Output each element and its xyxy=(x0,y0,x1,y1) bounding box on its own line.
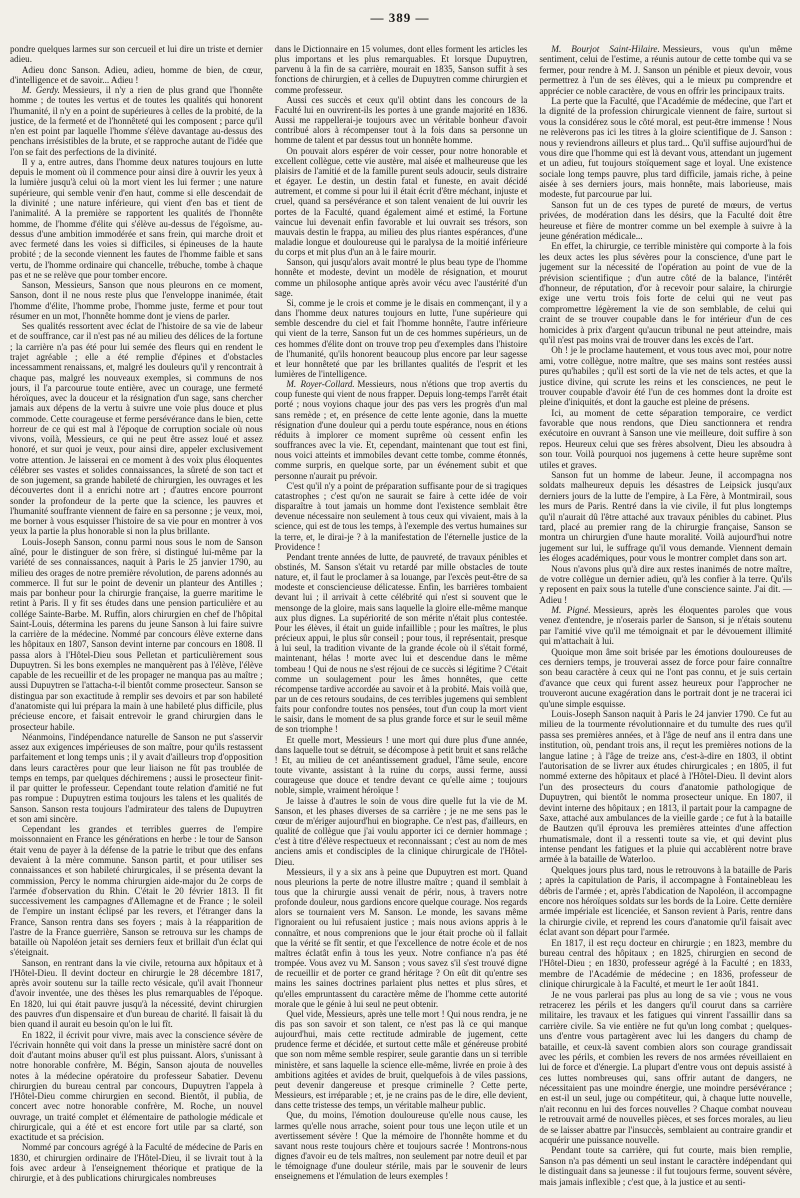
text-columns xyxy=(10,44,792,1190)
paragraph xyxy=(10,321,263,537)
paragraph xyxy=(10,157,263,280)
paragraph-text: Je laisse à d'autres le soin de vous dire quelle fut la vie de M. Sanson, et les phases diverses de sa carrière ; je ne me sens pas le cœur de m'ériger aujourd'hui en biographe. Ce n'est pas, d'ailleurs, en qualité de collègue que j'ai voulu apporter ici ce dernier hommage ; c'est à titre d'élève respectueux et reconnaissant ; c'est au nom de mes anciens amis et condisciples de la clinique chirurgicale de l'Hôtel-Dieu. xyxy=(274,795,528,867)
speaker-name: M. Bourjot Saint-Hilaire. xyxy=(551,44,660,54)
paragraph-text: Quoique mon âme soit brisée par les émotions douloureuses de ces derniers temps, je trouverai assez de force pour faire connaître son beau caractère à ceux qui ne l'ont pas connu, et je suis certain d'avance que ceux qui furent assez heureux pour l'approcher ne trouveront aucune exagération dans le portrait dont je ne tracerai ici qu'une simple esquisse. xyxy=(539,646,793,709)
paragraph-text: En effet, la chirurgie, ce terrible ministère qui comporte à la fois les deux actes les plus sévères pour la conscience, d'une part le jugement sur la nécessité de l'opération au point de vue de la prévision scientifique ; d'un autre côté de la balance, l'intérêt d'honneur, de réputation, d'or à recevoir pour salaire, la chirurgie exige une vertu trois fois forte de celui qui ne veut pas compromettre légèrement la vie de son semblable, de celui qui craint de se trouver coupable dans le for intérieur d'un de ces homicides à prix d'argent qu'aucun tribunal ne peut atteindre, mais qu'il n'est pas moins vrai de trouver dans les excès de l'art. xyxy=(539,241,793,345)
paragraph-text: Oh ! je le proclame hautement, et vous tous avec moi, pour notre ami, votre collègue, notre maître, que ses mains sont restées aussi pures qu'habiles ; qu'il est sorti de la vie net de tels actes, et que la justice divine, qui scrute les reins et les consciences, ne peut le trouver coupable d'avoir été l'un de ces hommes dont la droite est pleine d'iniquités, et dont la gauche est pleine de présens. xyxy=(539,345,793,408)
paragraph-text: Messieurs, après les éloquentes paroles que vous venez d'entendre, je n'oserais parler de Sanson, si je n'étais soutenu par l'amitié vive qu'il me témoignait et par le dévouement illimité qui m'attachait à lui. xyxy=(539,605,793,647)
paragraph xyxy=(10,85,263,157)
paragraph xyxy=(10,44,263,65)
paragraph xyxy=(10,732,263,824)
paragraph xyxy=(275,44,528,95)
paragraph-text: Aussi ces succès et ceux qu'il obtint dans les concours de la Faculté lui en ouvrirent-ils les portes à une grande majorité en 1836. Aussi me rappellerai-je toujours avec un véritable bonheur d'avoir contribué alors à récompenser tout à la fois dans sa personne un homme de talent et par dessus tout un honnête homme. xyxy=(274,94,528,146)
paragraph xyxy=(539,990,792,1146)
paragraph-text: Que, du moins, l'émotion douloureuse qu'elle nous cause, les larmes qu'elle nous arrache, soient pour tous une leçon utile et un avertissement sévère ! Que la mémoire de l'honnête homme et du savant nous reste toujours chère et toujours sacrée ! Montrons-nous dignes d'avoir eu de tels maîtres, non seulement par notre deuil et par le témoignage d'une douleur stérile, mais par le souvenir de leurs enseignemens et l'émulation de leurs exemples ! xyxy=(274,1110,528,1182)
paragraph-text: Messieurs, il n'y a rien de plus grand que l'honnête homme ; de toutes les vertus et de toutes les qualités qui honorent l'humanité, il n'y en a point de supérieures à celles de la probité, de la justice, de la fermeté et de l'honnêteté qui les composent ; parce qu'il n'en est point par laquelle l'homme s'élève davantage au-dessus des penchans irrésistibles de la brute, et se rapproche autant de l'idée que l'on se fait des perfections de la divinité. xyxy=(10,85,263,157)
paragraph-text: Ses qualités ressortent avec éclat de l'histoire de sa vie de labeur et de souffrance, car il n'est pas né au milieu des délices de la fortune ; la carrière n'a pas été pour lui semée des fleurs qui en rendent le trajet agréable ; elle a été remplie d'épines et d'obstacles incessamment renaissans, et, malgré les douleurs qu'il y rencontrait à chaque pas, malgré les nouveaux exemples, si communs de nos jours, il l'a parcourue toute entière, avec un courage, une fermeté héroïques, avec la douceur et la résignation d'un sage, sans chercher jamais aux dépens de la vertu à suivre une voie plus douce et plus commode. Cette courageuse et ferme persévérance dans le bien, cette horreur de ce qui est mal à l'époque de corruption sociale où nous vivons, voilà, Messieurs, ce qui ne peut être assez loué et assez honoré, et sur quoi je veux, pour ainsi dire, appeler exclusivement votre attention. Je laisserai en ce moment à des voix plus éloquentes célébrer ses vastes et solides connaissances, la sûreté de son tact et de son jugement, sa grande habileté de chirurgien, les ouvrages et les découvertes dont il a enrichi notre art ; d'autres encore pourront sonder la profondeur de la perte que la science, les pauvres et l'humanité souffrante viennent de faire en sa personne ; je veux, moi, me borner à vous esquisser l'histoire de sa vie pour en montrer à vos yeux la partie la plus honorable si non la plus brillante. xyxy=(10,321,263,537)
paragraph-text: Nommé par concours agrégé à la Faculté de médecine de Paris en 1830, et chirurgien ordinaire de l'Hôtel-Dieu, il se livrait tout à la fois avec ardeur à l'enseignement théorique et pratique de la chirurgie, et à des publications chirurgicales nombreuses xyxy=(10,1142,263,1184)
paragraph-text: Sanson, Messieurs, Sanson que nous pleurons en ce moment, Sanson, dont il ne nous reste plus que l'enveloppe inanimée, était l'homme d'élite, l'homme probe, l'homme juste, ferme et pour tout résumer en un mot, l'honnête homme dont je viens de parler. xyxy=(10,280,263,321)
speaker-name: M. Pigné. xyxy=(551,605,591,616)
page-number: — 389 — xyxy=(370,10,430,25)
paragraph-text: Messieurs, vous qu'un même sentiment, celui de l'estime, a réunis autour de cette tombe qui va se fermer, pour rendre à M. J. Sanson un pénible et pieux devoir, vous permettrez à l'un de ses élèves, qui a le mieux pu comprendre et apprécier ce noble caractère, de vous en offrir les principaux traits. xyxy=(539,44,793,96)
paragraph xyxy=(539,605,792,647)
paragraph xyxy=(275,257,528,298)
paragraph-text: C'est qu'il n'y a point de préparation suffisante pour de si tragiques catastrophes ; c'est qu'on ne saurait se faire à cette idée de voir disparaître à tout jamais un homme dont l'existence semblait être devenue nécessaire non seulement à tous ceux qui vivaient, mais à la science, qui est de tous les temps, à l'exemple des vertus humaines sur la terre, et, le dirai-je ? à la manifestation de l'éternelle justice de la Providence ! xyxy=(274,480,528,552)
paragraph-text: Si, comme je le crois et comme je le disais en commençant, il y a dans l'homme deux natures toujours en lutte, l'une supérieure qui semble descendre du ciel et fait l'homme honnête, l'autre inférieure qui vient de la terre, Sanson fut un de ces hommes supérieurs, un de ces hommes d'élite dont on trouve trop peu d'exemples dans l'histoire de l'humanité, qu'ils honorent beaucoup plus encore par leur sagesse et leur honnêteté que par les brillantes qualités de l'esprit et les lumières de l'intelligence. xyxy=(274,297,528,379)
paragraph xyxy=(275,1110,528,1181)
paragraph xyxy=(275,867,528,1009)
paragraph xyxy=(539,564,792,606)
paragraph xyxy=(539,200,792,242)
paragraph-text: La perte que la Faculté, que l'Académie de médecine, que l'art et la dignité de la profession chirurgicale viennent de faire, surtout si vous la considérez sous le côté moral, est peut-être immense ! Nous ne relèverons pas ici les titres à la gloire scientifique de J. Sanson : nous y reviendrons ailleurs et plus tard... Qu'il suffise aujourd'hui de vous dire que l'homme qui est là devant vous, attendant un jugement et un adieu, fut toujours stoïquement sage et loyal. Une existence sociale long temps pauvre, plus tard difficile, jamais riche, à peine aisée à ses derniers jours, mais honnête, mais laborieuse, mais modeste, fut parcourue par lui. xyxy=(539,95,793,200)
paragraph xyxy=(539,44,792,96)
paragraph-text: Sanson, en rentrant dans la vie civile, retourna aux hôpitaux et à l'Hôtel-Dieu. Il devint docteur en chirurgie le 28 décembre 1817, après avoir soutenu sur la taille recto vésicale, qu'il avait l'honneur d'avoir inventée, une des thèses les plus remarquables de l'époque. En 1820, lui qui était pauvre jusqu'à la nécessité, devint chirurgien des pauvres d'un dispensaire et d'un bureau de charité. Il faisait là du bien quand il aurait eu besoin qu'on le lui fît. xyxy=(10,957,263,1030)
paragraph-text: Je ne vous parlerai pas plus au long de sa vie ; vous ne vous retracerez les périls et les dangers qu'il courut dans sa carrière militaire, les travaux et les fatigues qui vinrent l'assaillir dans sa carrière civile. Sa vie entière ne fut qu'un long combat ; quelques-uns d'entre vous partagèrent avec lui les dangers du champ de bataille, et ceux-là savent combien alors son courage grandissait avec les périls, et combien les revers de nos armées réveillaient en lui de force et d'énergie. La plupart d'entre vous ont depuis assisté à ces luttes nombreuses qui, sans offrir autant de dangers, ne nécessitaient pas une moindre énergie, une moindre persévérance ; en est-il un seul, juge ou compétiteur, qui, à chaque lutte nouvelle, n'ait reconnu en lui des forces nouvelles ? Chaque combat nouveau le retrouvait armé de nouvelles pièces, et ses forces morales, au lieu de se laisser abattre par l'insuccès, semblaient au contraire grandir et acquérir une puissance nouvelle. xyxy=(539,989,793,1146)
paragraph-text: Sanson fut un homme de labeur. Jeune, il accompagna nos soldats malheureux depuis les désastres de Leipsick jusqu'aux derniers jours de la lutte de l'empire, à La Fère, à Montmirail, sous les murs de Paris. Rentré dans la vie civile, il fut plus longtemps qu'il n'aurait dû l'être attaché aux travaux pénibles du cabinet. Plus tard, placé au premier rang de la chirurgie française, Sanson se montra un chirurgien d'une haute moralité. Voilà aujourd'hui notre jugement sur lui, le suffrage qu'il vous demande. Viennent demain les éloges académiques, pour vous le montrer complet dans son art. xyxy=(539,470,793,564)
paragraph-text: dans le Dictionnaire en 15 volumes, dont elles forment les articles les plus importans et les plus remarquables. Et lorsque Dupuytren, parvenu à la fin de sa carrière, mourait en 1835, Sanson suffit à ses fonctions de chirurgien, et à celles de Dupuytren comme chirurgien et comme professeur. xyxy=(274,44,528,95)
paragraph-text: Louis-Joseph Sanson, connu parmi nous sous le nom de Sanson aîné, pour le distinguer de son frère, si distingué lui-même par la variété de ses connaissances, naquit à Paris le 25 janvier 1790, au milieu des orages de notre première révolution, de parens adonnés au commerce. Il fut sur le point de devenir un planteur des Antilles ; mais par bonheur pour la chirurgie française, la guerre maritime le retint à Paris. Il y fit ses études dans une pension particulière et au collége Sainte-Barbe. M. Ruffin, alors chirurgien en chef de l'hôpital Saint-Louis, détermina les parens du jeune Sanson à lui faire suivre la carrière de la médecine. Nommé par concours élève externe dans les hôpitaux en 1807, Sanson devint interne par concours en 1808. Il passa alors à l'Hôtel-Dieu sous Pelletan et particulièrement sous Dupuytren. Si les bons exemples ne manquèrent pas à l'élève, l'élève capable de les recueillir et de les propager ne manqua pas au maître ; aussi Dupuytren se l'attacha-t-il bientôt comme prosecteur. Sanson se distingua par son exactitude à remplir ses devoirs et par son habileté d'anatomiste qui lui prépara la main à une habileté plus difficile, plus précieuse encore, et faisait entrevoir le grand chirurgien dans le prosecteur habile. xyxy=(10,536,263,732)
text-column-2 xyxy=(275,44,528,1190)
paragraph-text: Pendant trente années de lutte, de pauvreté, de travaux pénibles et obstinés, M. Sanson s'était vu retardé par mille obstacles de toute nature, et, il faut le proclamer à sa louange, par l'excès peut-être de sa modeste et consciencieuse délicatesse. Enfin, les barrières tombaient devant lui ; il arrivait à cette célébrité qui n'est si souvent que le mensonge de la gloire, mais sans laquelle la gloire elle-même manque aux plus dignes. La supériorité de son mérite n'était plus contestée. Pour les élèves, il était un guide infaillible ; pour les maîtres, le plus précieux appui, le plus sûr conseil ; pour tous, il représentait, presque à lui seul, la tradition vivante de la grande école où il s'était formé, maintenant, hélas ! morte avec lui et descendue dans le même tombeau ! Qui de nous ne s'est réjoui de ce succès si légitime ? C'était comme un soulagement pour les âmes honnêtes, que cette récompense tardive accordée au savoir et à la probité. Mais voilà que, par un de ces retours soudains, de ces terribles jugemens qui semblent faits pour confondre toutes nos pensées, tout d'un coup la mort vient le saisir, dans le moment de sa plus grande force et sur le seuil même de son triomphe ! xyxy=(274,551,528,735)
paragraph-text: Nous n'avons plus qu'à dire aux restes inanimés de notre maître, de votre collègue un dernier adieu, qu'à les confier à la terre. Qu'ils y reposent en paix sous la tutelle d'une conscience sainte. J'ai dit. — Adieu ! xyxy=(539,563,793,605)
paragraph xyxy=(539,241,792,345)
paragraph xyxy=(275,95,528,146)
paragraph xyxy=(275,379,528,481)
paragraph xyxy=(275,552,528,735)
paragraph xyxy=(539,408,792,470)
paragraph xyxy=(539,1145,792,1187)
paragraph-text: Quel vide, Messieurs, après une telle mort ! Qui nous rendra, je ne dis pas son savoir et son talent, ce n'est pas là ce qui manque aujourd'hui, mais cette rectitude admirable de jugement, cette prudence ferme et décidée, et surtout cette mâle et généreuse probité que son nom même semble respirer, seule garantie dans un si terrible ministère, et sans laquelle la science elle-même, livrée en proie à des ambitions agitées et avides de bruit, quelquefois à de viles passions, peut devenir dangereuse et presque criminelle ? Cette perte, Messieurs, est irréparable ; et, je ne crains pas de le dire, elle devient, dans cette tristesse des temps, un véritable malheur public. xyxy=(274,1008,528,1111)
paragraph xyxy=(275,146,528,258)
paragraph xyxy=(10,537,263,732)
paragraph xyxy=(10,280,263,321)
speaker-name: M. Royer-Collard. xyxy=(286,379,355,390)
paragraph-text: Sanson fut un de ces types de pureté de mœurs, de vertus privées, de modération dans les désirs, que la Faculté doit être heureuse et fière de montrer comme un bel exemple à suivre à la jeune génération médicale... xyxy=(539,199,793,242)
paragraph-text: Ici, au moment de cette séparation temporaire, ce verdict favorable que nous rendons, que Dieu sanctionnera et rendra exécutoire en ouvrant à Sanson une vie meilleure, doit suffire à son repos. Heureux celui que ses frères absolvent, Dieu les absoudra à son tour. Voilà pourquoi nos jugemens à cette heure suprême sont utiles et graves. xyxy=(539,407,793,470)
paragraph xyxy=(539,470,792,564)
paragraph xyxy=(10,1142,263,1183)
paragraph-text: Quelques jours plus tard, nous le retrouvons à la bataille de Paris ; après la capitulation de Paris, il accompagne à Fontainebleau les débris de l'armée ; et, après l'abdication de Napoléon, il accompagne encore nos héroïques soldats sur les bords de la Loire. Cette dernière armée impériale est licenciée, et Sanson revient à Paris, rentre dans la chirurgie civile, et reprend les cours d'anatomie qu'il faisait avec éclat avant son départ pour l'armée. xyxy=(539,864,793,938)
paragraph xyxy=(539,96,792,200)
paragraph xyxy=(539,647,792,709)
paragraph xyxy=(275,1009,528,1111)
paragraph-text: Messieurs, il y a six ans à peine que Dupuytren est mort. Quand nous pleurions la perte de notre illustre maître ; quand il semblait à tous que la chirurgie aussi venait de périr, nous, à travers notre profonde douleur, nous gardions encore quelque courage. Nos regards alors se tournaient vers M. Sanson. Le monde, les savans même l'ignoraient ou lui refusaient justice ; mais nous avions appris à le connaître, et nous comprenions que le jour était proche où il fallait que la vérité se fît sentir, et que l'excellence de notre école et de nos maîtres éclatât enfin à tous les yeux. Notre confiance n'a pas été trompée. Vous avez vu M. Sanson ; vous savez s'il s'est trouvé digne de recueillir et de porter ce grand héritage ? On eût dit qu'entre ses mains les saines doctrines parlaient plus nettes et plus sûres, et qu'elles empruntassent du caractère même de l'homme cette autorité morale que le génie à lui seul ne peut obtenir. xyxy=(274,866,528,1009)
text-column-1 xyxy=(10,44,263,1190)
paragraph xyxy=(275,796,528,867)
text-column-3 xyxy=(539,44,792,1190)
paragraph-text: Messieurs, nous n'étions que trop avertis du coup funeste qui vient de nous frapper. Depuis long-temps l'arrêt était porté ; nous voyions chaque jour des pas vers les progrès d'un mal sans remède ; et, en présence de cette lente agonie, dans la muette résignation d'une douleur qui a perdu toute espérance, nous en étions réduits à implorer ce moment suprême où cessent enfin les souffrances avec la vie. Et, cependant, maintenant que tout est fini, nous voici atteints et immobiles devant cette tombe, comme étonnés, comme surpris, en quelque sorte, par un événement subit et que personne n'aurait pu prévoir. xyxy=(274,379,528,481)
paragraph-text: pondre quelques larmes sur son cercueil et lui dire un triste et dernier adieu. xyxy=(10,44,263,65)
paragraph xyxy=(539,865,792,938)
paragraph-text: Néanmoins, l'indépendance naturelle de Sanson ne put s'asservir assez aux exigences impérieuses de son maître, pour qu'ils restassent parfaitement et long temps unis ; il y avait d'ailleurs trop d'opposition dans leurs caractères pour que leur liaison ne fût pas troublée de temps en temps, par quelques déchiremens ; aussi le prosecteur finit-il par quitter le professeur. Cependant toute relation d'amitié ne fut pas rompue : Dupuytren estima toujours les talens et les qualités de Sanson. Sanson resta toujours l'admirateur des talens de Dupuytren et son ami sincère. xyxy=(10,731,263,824)
paragraph xyxy=(275,298,528,379)
paragraph-text: Pendant toute sa carrière, qui fut courte, mais bien remplie, Sanson n'a pas démenti un seul instant le caractère indépendant qui le distinguait dans sa jeunesse : il fut toujours ferme, souvent sévère, mais jamais inflexible ; c'est que, à la justice et au senti- xyxy=(539,1145,793,1187)
paragraph-text: Il y a, entre autres, dans l'homme deux natures toujours en lutte depuis le moment où il commence pour ainsi dire à ouvrir les yeux à la lumière jusqu'à celui où la mort vient les lui fermer ; une nature supérieure, qui semble venir d'en haut, comme si elle descendait de la divinité ; une nature inférieure, qui vient d'en bas et tient de l'animalité. A la première se rapportent les qualités de l'honnête homme, de l'homme d'élite qui s'élève au-dessus de l'égoïsme, au-dessus d'une ambition immodérée et sans frein, qui marche droit et avec fermeté dans les voies si difficiles, si épineuses de la haute probité ; de la seconde viennent les fautes de l'homme faible et sans vertu, de l'homme ordinaire qui chancelle, trébuche, tombe à chaque pas et ne se relève que pour tomber encore. xyxy=(10,156,263,280)
paragraph xyxy=(539,709,792,865)
paragraph-text: Et quelle mort, Messieurs ! une mort qui dure plus d'une année, dans laquelle tout se détruit, se décompose à petit bruit et sans relâche ! Et, au milieu de cet anéantissement graduel, l'âme seule, encore toute vivante, assistant à la ruine du corps, aussi ferme, aussi courageuse que douce et tendre devant ce qu'elle aime ; toujours noble, simple, vraiment héroïque ! xyxy=(274,734,528,796)
paragraph-text: On pouvait alors espérer de voir cesser, pour notre honorable et excellent collègue, cette vie austère, mal aisée et malheureuse que les plaisirs de l'amitié et de la famille purent seuls adoucir, seuls distraire et égayer. Le destin, un destin fatal et funeste, en avait décidé autrement, et comme si pour lui il était écrit d'être méchant, injuste et cruel, quand sa persévérance et son talent venaient de lui ouvrir les portes de la Faculté, quand également aimé et estimé, la Fortune vaincue lui devenait enfin favorable et lui ouvrait ses trésors, son mauvais destin le frappa, au milieu des plus riantes espérances, d'une maladie longue et douloureuse qui le paralysa de la moitié inférieure du corps et mit plus d'un an à le faire mourir. xyxy=(274,145,528,258)
paragraph xyxy=(10,65,263,86)
paragraph-text: Sanson, qui jusqu'alors avait montré le plus beau type de l'homme honnête et modeste, devint un modèle de résignation, et mourut comme un philosophe antique après avoir vécu avec l'austérité d'un sage. xyxy=(274,257,528,298)
paragraph xyxy=(275,735,528,796)
paragraph-text: En 1817, il est reçu docteur en chirurgie ; en 1823, membre du bureau central des hôpitaux ; en 1825, chirurgien en second de l'Hôtel-Dieu ; en 1830, professeur agrégé à la Faculté ; en 1833, membre de l'Académie de médecine ; en 1836, professeur de clinique chirurgicale à la Faculté, et meurt le 1er août 1841. xyxy=(539,937,793,990)
paragraph-text: Louis-Joseph Sanson naquit à Paris le 24 janvier 1790. Ce fut au milieu de la tourmente révolutionnaire et du tumulte des rues qu'il passa ses premières années, et à l'âge de neuf ans il entra dans une institution, où, pendant trois ans, il reçut les premières notions de la langue latine ; à l'âge de treize ans, c'est-à-dire en 1803, il obtint l'autorisation de se livrer aux études chirurgicales ; en 1805, il fut nommé externe des hôpitaux et placé à l'Hôtel-Dieu. Il devint alors l'un des prosecteurs du cours d'anatomie pathologique de Dupuytren, qui bientôt le nomma prosecteur unique. En 1807, il devint interne des hôpitaux ; en 1813, il partait pour la campagne de Saxe, attaché aux ambulances de la vieille garde ; ce fut à la bataille de Bautzen qu'il éprouva les premières atteintes d'une affection rhumatismale, dont il a ressenti toute sa vie, et qui devint plus intense pendant les fatigues et la pluie qui accablèrent notre brave armée à la bataille de Waterloo. xyxy=(539,709,793,865)
paragraph xyxy=(10,1030,263,1143)
paragraph-text: En 1822, il écrivit pour vivre, mais avec la conscience sévère de l'écrivain honnête qui voit dans la presse un ministère sacré dont on doit d'autant moins abuser qu'il est plus puissant. Alors, s'unissant à notre honorable confrère, M. Bégin, Sanson ajouta de nouvelles notes à la médecine opératoire du professeur Sabatier. Devenu chirurgien du bureau central par concours, Dupuytren l'appela à l'Hôtel-Dieu comme chirurgien en second. Bientôt, il publia, de concert avec notre honorable confrère, M. Roche, un nouvel ouvrage, un traité complet et élémentaire de pathologie médicale et chirurgicale, qui a été et est encore fort utile par sa clarté, son exactitude et sa précision. xyxy=(10,1029,263,1143)
paragraph xyxy=(275,481,528,552)
paragraph xyxy=(539,345,792,407)
speaker-name: M. Gerdy. xyxy=(21,85,60,96)
paragraph xyxy=(10,824,263,957)
paragraph xyxy=(539,938,792,990)
paragraph-text: Adieu donc Sanson. Adieu, adieu, homme de bien, de cœur, d'intelligence et de savoir... Adieu ! xyxy=(10,64,263,85)
paragraph xyxy=(10,958,263,1030)
paragraph-text: Cependant les grandes et terribles guerres de l'empire moissonnaient en France les générations en herbe : le tour de Sanson était venu de payer à la défense de la patrie le tribut que des enfans devaient à la mère commune. Sanson partit, et pour utiliser ses connaissances et son habileté chirurgicales, il se présenta devant la commission, Percy le nomma chirurgien aide-major du 2e corps de l'armée d'observation du Rhin. C'était le 20 février 1813. Il fit successivement les campagnes d'Allemagne et de France ; le soleil de l'empire un instant éclipsé par les revers, et l'étranger dans la France, Sanson rentra dans ses foyers ; mais à la réapparition de l'astre de la France guerrière, Sanson se retrouva sur les champs de bataille où Napoléon jetait ses derniers feux et brillait d'un éclat qui s'éteignait. xyxy=(10,824,263,958)
